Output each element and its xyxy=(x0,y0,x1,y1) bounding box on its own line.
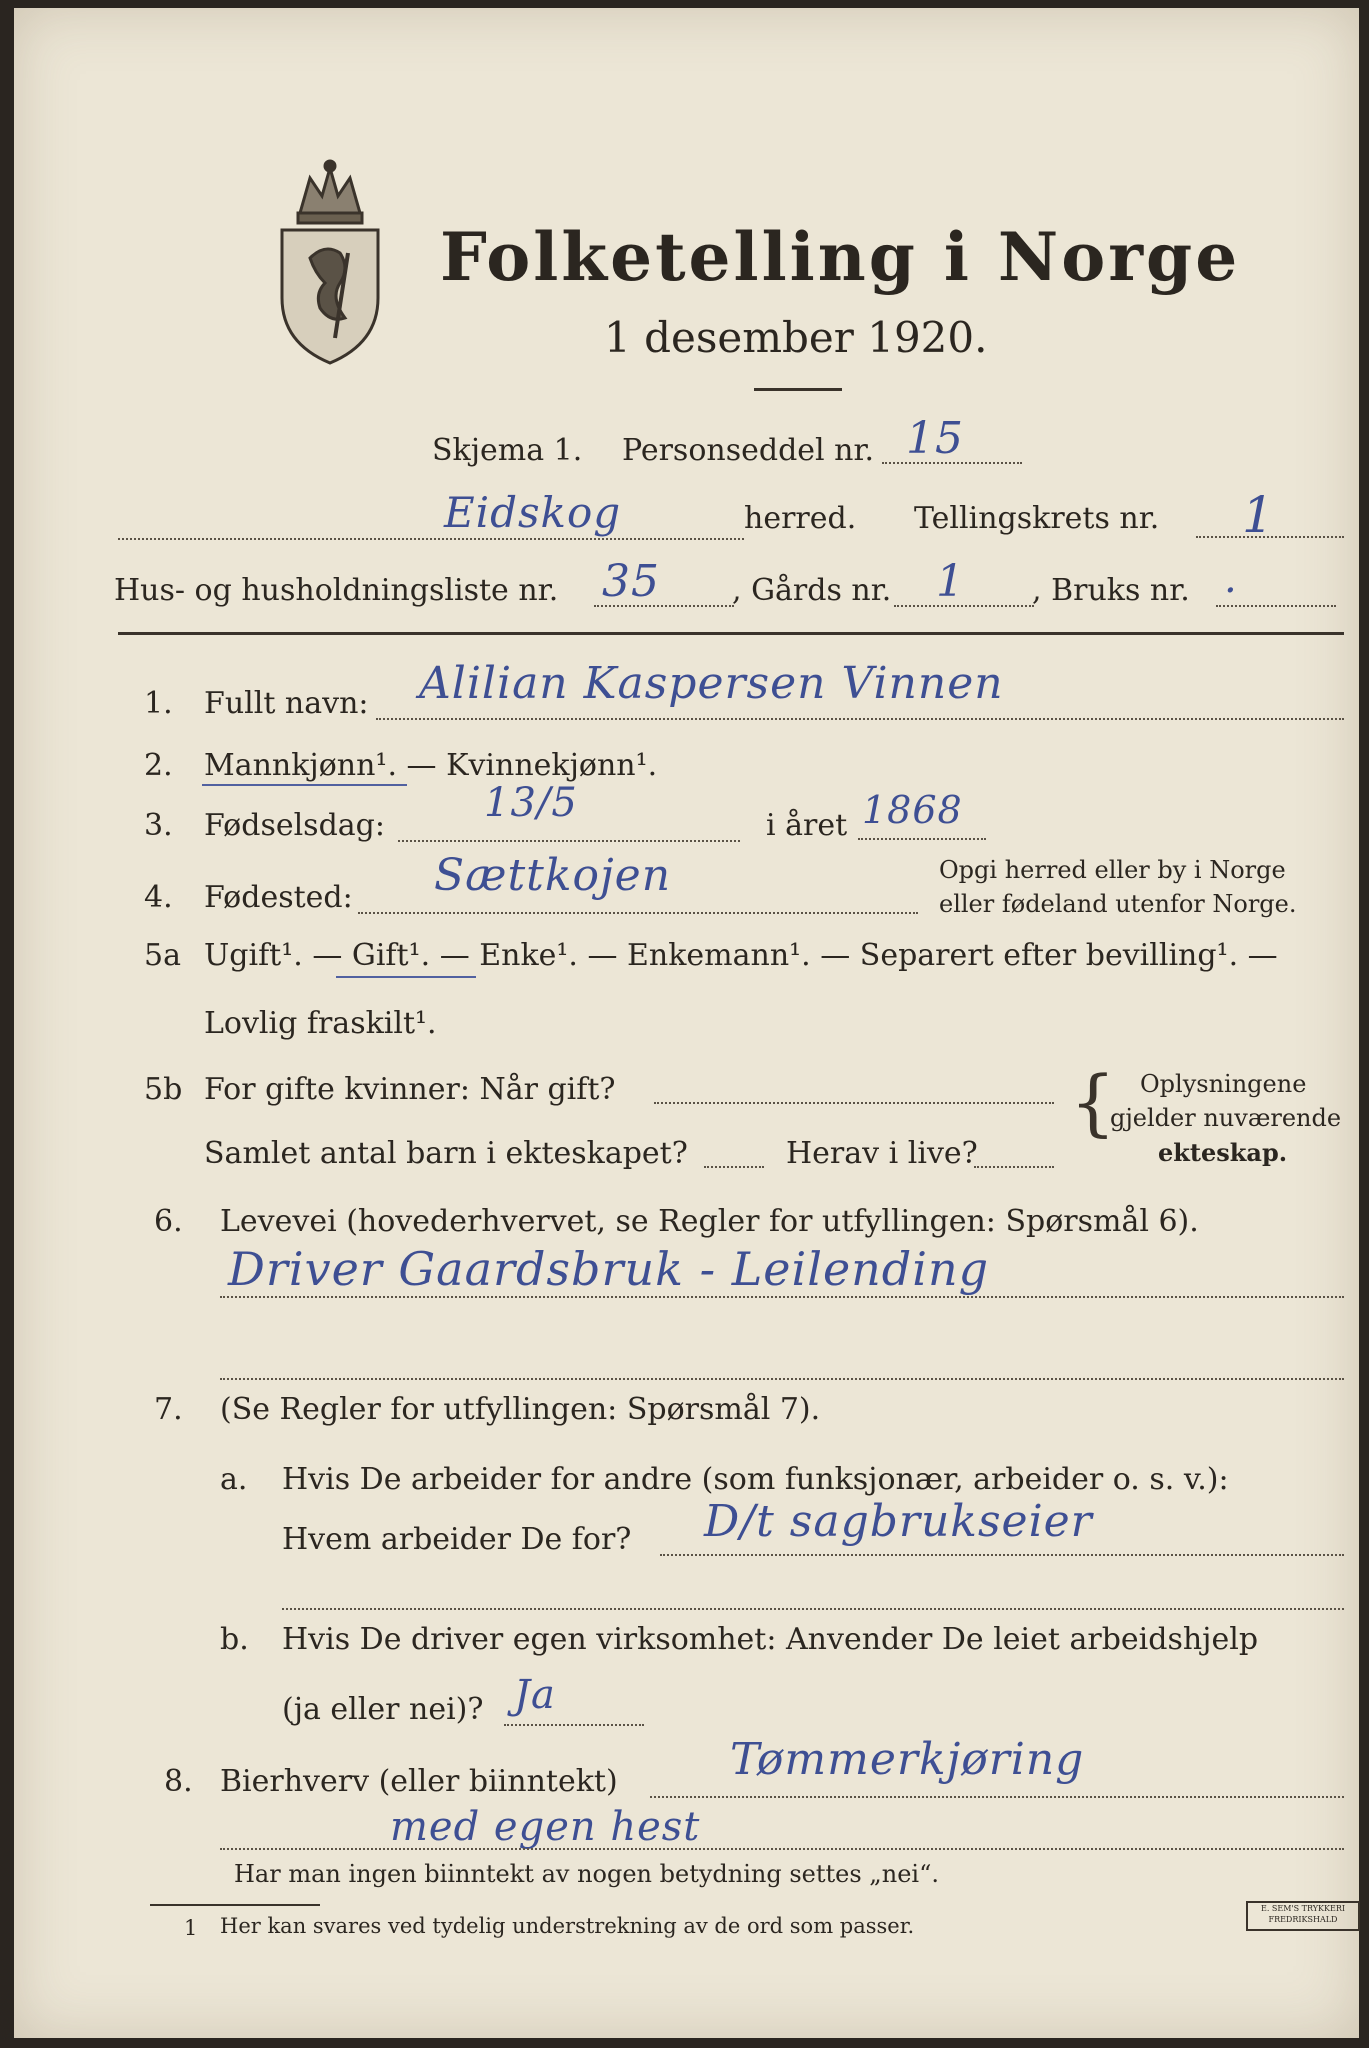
gards-value[interactable]: 1 xyxy=(936,556,965,607)
title-divider xyxy=(754,388,842,391)
herred-dotted-line xyxy=(118,538,744,540)
q2-mannkjonn-underline xyxy=(202,784,407,786)
q7-label: (Se Regler for utfyllingen: Spørsmål 7). xyxy=(220,1392,821,1427)
q8-dotted-line xyxy=(650,1796,1344,1798)
q1-number: 1. xyxy=(144,686,173,721)
q5b-children-dotted-line xyxy=(704,1166,764,1168)
q7b-hired-help[interactable]: Ja xyxy=(514,1672,556,1718)
q8-side-income[interactable]: Tømmerkjøring xyxy=(730,1734,1085,1785)
q7a-line2: Hvem arbeider De for? xyxy=(282,1522,632,1557)
printer-stamp-line1: E. SEM'S TRYKKERI xyxy=(1260,1904,1346,1913)
tellingskrets-value[interactable]: 1 xyxy=(1242,486,1275,544)
q7b-number: b. xyxy=(220,1622,249,1657)
household-list-label: Hus- og husholdningsliste nr. xyxy=(114,573,559,608)
q5b-number: 5b xyxy=(144,1072,183,1107)
q4-dotted-line xyxy=(358,912,918,914)
q5b-note-line3: ekteskap. xyxy=(1158,1138,1288,1167)
q5a-marital-options-cont[interactable]: Lovlig fraskilt¹. xyxy=(204,1006,437,1041)
q3-number: 3. xyxy=(144,808,173,843)
q6-occupation[interactable]: Driver Gaardsbruk - Leilending xyxy=(228,1242,990,1296)
q3-year-dotted-line xyxy=(858,838,986,840)
personseddel-label: Personseddel nr. xyxy=(622,433,875,468)
bruks-dotted-line xyxy=(1216,605,1336,607)
gards-label: , Gårds nr. xyxy=(732,573,892,608)
household-list-value[interactable]: 35 xyxy=(602,556,660,607)
q5b-line2a: Samlet antal barn i ekteskapet? xyxy=(204,1136,688,1171)
q2-number: 2. xyxy=(144,748,173,783)
tellingskrets-label: Tellingskrets nr. xyxy=(914,501,1160,536)
q7-number: 7. xyxy=(154,1392,183,1427)
printer-stamp xyxy=(1246,1901,1360,1931)
q7b-line2: (ja eller nei)? xyxy=(282,1692,484,1727)
footnote-divider xyxy=(150,1904,320,1906)
q5a-number: 5a xyxy=(144,938,181,973)
q4-birthplace[interactable]: Sættkojen xyxy=(434,850,672,901)
q7b-line1: Hvis De driver egen virksomhet: Anvender De leiet arbeidshjelp xyxy=(282,1622,1259,1657)
q8-number: 8. xyxy=(164,1764,193,1799)
printer-stamp-line2: FREDRIKSHALD xyxy=(1268,1915,1338,1924)
q6-label: Levevei (hovederhvervet, se Regler for utfyllingen: Spørsmål 6). xyxy=(220,1204,1199,1239)
herred-value[interactable]: Eidskog xyxy=(444,488,622,537)
norway-coat-of-arms-icon xyxy=(270,158,390,368)
q4-note-line2: eller fødeland utenfor Norge. xyxy=(939,890,1297,918)
q1-label: Fullt navn: xyxy=(204,686,369,721)
q1-full-name[interactable]: Alilian Kaspersen Vinnen xyxy=(419,658,1004,709)
q4-note-line1: Opgi herred eller by i Norge xyxy=(939,856,1286,884)
q3-birth-year[interactable]: 1868 xyxy=(862,788,963,832)
personseddel-value[interactable]: 15 xyxy=(906,413,964,464)
q7a-number: a. xyxy=(220,1462,248,1497)
q5b-line2b: Herav i live? xyxy=(786,1136,978,1171)
form-title: Folketelling i Norge xyxy=(440,218,1241,296)
q7a-dotted-line xyxy=(660,1554,1344,1556)
header-divider xyxy=(118,632,1344,635)
q5b-brace: { xyxy=(1070,1060,1116,1144)
q7b-dotted-line xyxy=(504,1724,644,1726)
herred-label: herred. xyxy=(744,501,857,536)
q8-dotted-line-2 xyxy=(220,1848,1344,1850)
q4-label: Fødested: xyxy=(204,880,353,915)
q8-note: Har man ingen biinntekt av nogen betydning settes „nei“. xyxy=(234,1860,939,1888)
q8-label: Bierhverv (eller biinntekt) xyxy=(220,1764,618,1799)
q3-label: Fødselsdag: xyxy=(204,808,385,843)
q1-dotted-line xyxy=(376,718,1344,720)
census-date: 1 desember 1920. xyxy=(604,313,988,362)
q4-number: 4. xyxy=(144,880,173,915)
q7a-employer[interactable]: D/t sagbrukseier xyxy=(704,1496,1093,1547)
q3-year-label: i året xyxy=(766,808,848,843)
q5b-alive-dotted-line xyxy=(974,1166,1054,1168)
q3-dotted-line xyxy=(398,840,740,842)
q2-gender-options[interactable]: Mannkjønn¹. — Kvinnekjønn¹. xyxy=(204,748,658,783)
q5b-line1: For gifte kvinner: Når gift? xyxy=(204,1072,616,1107)
q5b-note-line2: gjelder nuværende xyxy=(1110,1104,1342,1132)
q5a-marital-options[interactable]: Ugift¹. — Gift¹. — Enke¹. — Enkemann¹. — Separert efter bevilling¹. — xyxy=(204,938,1278,973)
bruks-label: , Bruks nr. xyxy=(1032,573,1190,608)
census-form-paper xyxy=(14,8,1359,2038)
q7a-line1: Hvis De arbeider for andre (som funksjonær, arbeider o. s. v.): xyxy=(282,1462,1229,1497)
footnote-text: Her kan svares ved tydelig understrekning av de ord som passer. xyxy=(220,1914,915,1938)
q8-side-income-cont[interactable]: med egen hest xyxy=(390,1804,701,1850)
q3-birth-date[interactable]: 13/5 xyxy=(484,780,578,826)
footnote-mark: 1 xyxy=(184,1916,198,1940)
q7a-dotted-line-2 xyxy=(282,1608,1344,1610)
q6-number: 6. xyxy=(154,1204,183,1239)
q5b-married-dotted-line xyxy=(654,1102,1054,1104)
q6-dotted-line-2 xyxy=(220,1378,1344,1380)
schema-label: Skjema 1. xyxy=(432,433,583,468)
bruks-value[interactable]: . xyxy=(1224,556,1238,602)
q6-dotted-line xyxy=(220,1296,1344,1298)
q5b-note-line1: Oplysningene xyxy=(1140,1070,1307,1098)
q5a-gift-underline xyxy=(336,976,476,978)
